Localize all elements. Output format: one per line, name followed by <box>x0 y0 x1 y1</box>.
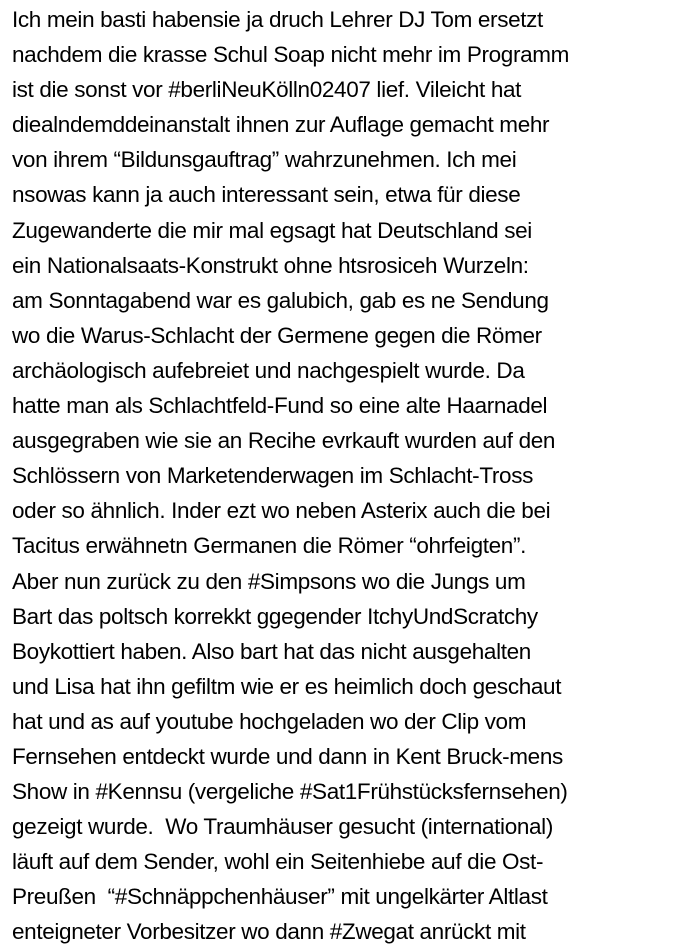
text-line: ein Nationalsaats-Konstrukt ohne htsrosiceh Wurzeln: <box>12 252 529 278</box>
text-line: ist die sonst vor #berliNeuKölln02407 lief. Vileicht hat <box>12 77 522 103</box>
text-line: läuft auf dem Sender, wohl ein Seitenhiebe auf die Ost- <box>12 849 544 875</box>
text-line: und Lisa hat ihn gefiltm wie er es heimlich doch geschaut <box>12 673 562 699</box>
text-line: archäologisch aufebreiet und nachgespielt wurde. Da <box>12 357 525 383</box>
text-line: ausgegraben wie sie an Recihe evrkauft wurden auf den <box>12 428 556 454</box>
text-line: enteigneter Vorbesitzer wo dann #Zwegat anrückt mit <box>12 919 526 945</box>
text-line: diealndemddeinanstalt ihnen zur Auflage gemacht mehr <box>12 112 550 138</box>
text-line: Ich mein basti habensie ja druch Lehrer DJ Tom ersetzt <box>12 7 543 32</box>
text-line: Boykottiert haben. Also bart hat das nicht ausgehalten <box>12 638 531 664</box>
text-line: Fernsehen entdeckt wurde und dann in Kent Bruck-mens <box>12 743 563 769</box>
text-line: Bart das poltsch korrekkt ggegender ItchyUndScratchy <box>12 603 538 629</box>
text-line: hat und as auf youtube hochgeladen wo der Clip vom <box>12 708 527 734</box>
text-line: hatte man als Schlachtfeld-Fund so eine alte Haarnadel <box>12 393 548 419</box>
text-line: nsowas kann ja auch interessant sein, etwa für diese <box>12 182 521 208</box>
text-line: Show in #Kennsu (vergeliche #Sat1Frühstücksfernsehen) <box>12 779 568 805</box>
text-line: nachdem die krasse Schul Soap nicht mehr im Programm <box>12 42 570 68</box>
text-line: von ihrem “Bildunsgauftrag” wahrzunehmen. Ich mei <box>12 147 517 173</box>
text-line: gezeigt wurde. Wo Traumhäuser gesucht (international) <box>12 814 553 840</box>
text-line: am Sonntagabend war es galubich, gab es ne Sendung <box>12 287 549 313</box>
text-line: Schlössern von Marketenderwagen im Schlacht-Tross <box>12 463 533 489</box>
text-line: oder so ähnlich. Inder ezt wo neben Asterix auch die bei <box>12 498 551 524</box>
text-line: Zugewanderte die mir mal egsagt hat Deutschland sei <box>12 217 532 243</box>
body-text <box>12 2 682 950</box>
text-line: Aber nun zurück zu den #Simpsons wo die Jungs um <box>12 568 526 594</box>
text-line: wo die Warus-Schlacht der Germene gegen die Römer <box>12 322 542 348</box>
text-line: Tacitus erwähnetn Germanen die Römer “ohrfeigten”. <box>12 533 527 559</box>
text-line: Preußen “#Schnäppchenhäuser” mit ungelkärter Altlast <box>12 884 548 910</box>
